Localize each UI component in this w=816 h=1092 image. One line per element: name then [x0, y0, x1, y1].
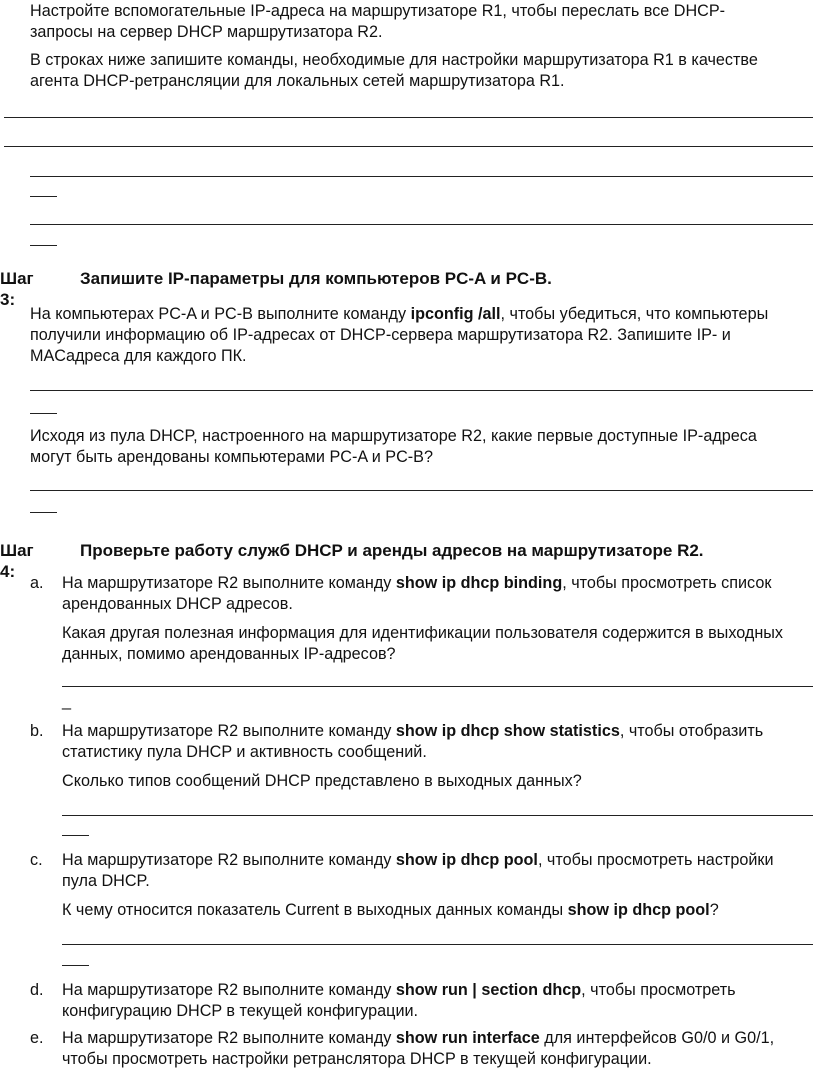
answer-line-stub: [30, 512, 57, 513]
text: MACадреса для каждого ПК.: [30, 347, 247, 365]
command: show ip dhcp binding: [395, 574, 563, 592]
step-4-item-a: [62, 573, 771, 615]
answer-line-stub: [30, 245, 57, 246]
text: статистику пула DHCP и активность сообщений.: [62, 743, 427, 761]
text: Сколько типов сообщений DHCP представлено в выходных данных?: [62, 772, 582, 790]
text: , чтобы просмотреть список: [562, 574, 772, 592]
intro-paragraph-1: [30, 1, 725, 43]
answer-line-stub: [62, 835, 89, 836]
command: show run | section dhcp: [395, 981, 582, 999]
text: пула DHCP.: [62, 872, 150, 890]
answer-line-stub: [62, 965, 89, 966]
answer-line: [62, 686, 813, 687]
text: На компьютерах PC-A и PC-B выполните команду: [30, 305, 411, 323]
answer-line-stub: _: [62, 692, 72, 710]
list-marker: a.: [30, 574, 44, 592]
text: , чтобы убедиться, что компьютеры: [500, 305, 769, 323]
text: получили информацию об IP-адресах от DHCP-сервера маршрутизатора R2. Запишите IP- и: [30, 326, 731, 344]
text: ?: [709, 901, 719, 919]
text: Какая другая полезная информация для идентификации пользователя содержится в выходных: [62, 624, 783, 642]
answer-line: [4, 146, 813, 147]
command: show ip dhcp pool: [567, 901, 710, 919]
step-4-item-d: [62, 980, 736, 1022]
intro-p2-line2: агента DHCP-ретрансляции для локальных сетей маршрутизатора R1.: [30, 72, 565, 90]
text: , чтобы просмотреть: [581, 981, 736, 999]
command: show ip dhcp show statistics: [395, 722, 620, 740]
text: для интерфейсов G0/0 и G0/1,: [539, 1029, 775, 1047]
intro-paragraph-2: [30, 50, 758, 92]
answer-line: [62, 815, 813, 816]
step-number: Шаг 3:: [0, 269, 34, 309]
intro-p1-line1: Настройте вспомогательные IP-адреса на маршрутизаторе R1, чтобы переслать все DHCP-: [30, 2, 726, 20]
text: К чему относится показатель Current в выходных данных команды: [62, 901, 568, 919]
answer-line: [4, 117, 813, 118]
step-4-item-e: [62, 1028, 774, 1070]
text: , чтобы отобразить: [619, 722, 764, 740]
text: На маршрутизаторе R2 выполните команду: [62, 851, 396, 869]
step-4-item-b-question: [62, 771, 582, 792]
answer-line: [30, 176, 813, 177]
answer-line-stub: [30, 196, 57, 197]
step-4-item-c-question: [62, 900, 719, 921]
text: данных, помимо арендованных IP-адресов?: [62, 645, 396, 663]
text: могут быть арендованы компьютерами PC-A и PC-B?: [30, 448, 433, 466]
step-4-item-a-question: [62, 623, 783, 665]
list-marker: c.: [30, 851, 43, 869]
answer-line-stub: [30, 413, 57, 414]
step-3-instructions: [30, 304, 768, 367]
text: , чтобы просмотреть настройки: [537, 851, 774, 869]
step-4-item-b: [62, 721, 763, 763]
step-title: Проверьте работу служб DHCP и аренды адресов на маршрутизаторе R2.: [80, 541, 704, 560]
answer-line: [30, 390, 813, 391]
list-marker: d.: [30, 981, 44, 999]
answer-line: [62, 944, 813, 945]
text: На маршрутизаторе R2 выполните команду: [62, 722, 396, 740]
command: show run interface: [395, 1029, 540, 1047]
step-title: Запишите IP-параметры для компьютеров PC-A и PC-B.: [80, 269, 552, 288]
text: На маршрутизаторе R2 выполните команду: [62, 1029, 396, 1047]
step-number: Шаг 4:: [0, 541, 34, 581]
answer-line: [30, 224, 813, 225]
answer-line: [30, 490, 813, 491]
text: арендованных DHCP адресов.: [62, 595, 293, 613]
list-marker: b.: [30, 722, 44, 740]
text: чтобы просмотреть настройки ретранслятора DHCP в текущей конфигурации.: [62, 1050, 652, 1068]
intro-p2-line1: В строках ниже запишите команды, необходимые для настройки маршрутизатора R1 в качестве: [30, 51, 758, 69]
intro-p1-line2: запросы на сервер DHCP маршрутизатора R2.: [30, 23, 383, 41]
step-4-item-c: [62, 850, 774, 892]
text: конфигурацию DHCP в текущей конфигурации.: [62, 1002, 419, 1020]
command: ipconfig /all: [410, 305, 501, 323]
list-marker: e.: [30, 1029, 44, 1047]
text: Исходя из пула DHCP, настроенного на маршрутизаторе R2, какие первые доступные IP-адреса: [30, 427, 757, 445]
step-3-question: [30, 426, 757, 468]
text: На маршрутизаторе R2 выполните команду: [62, 981, 396, 999]
text: На маршрутизаторе R2 выполните команду: [62, 574, 396, 592]
command: show ip dhcp pool: [395, 851, 538, 869]
